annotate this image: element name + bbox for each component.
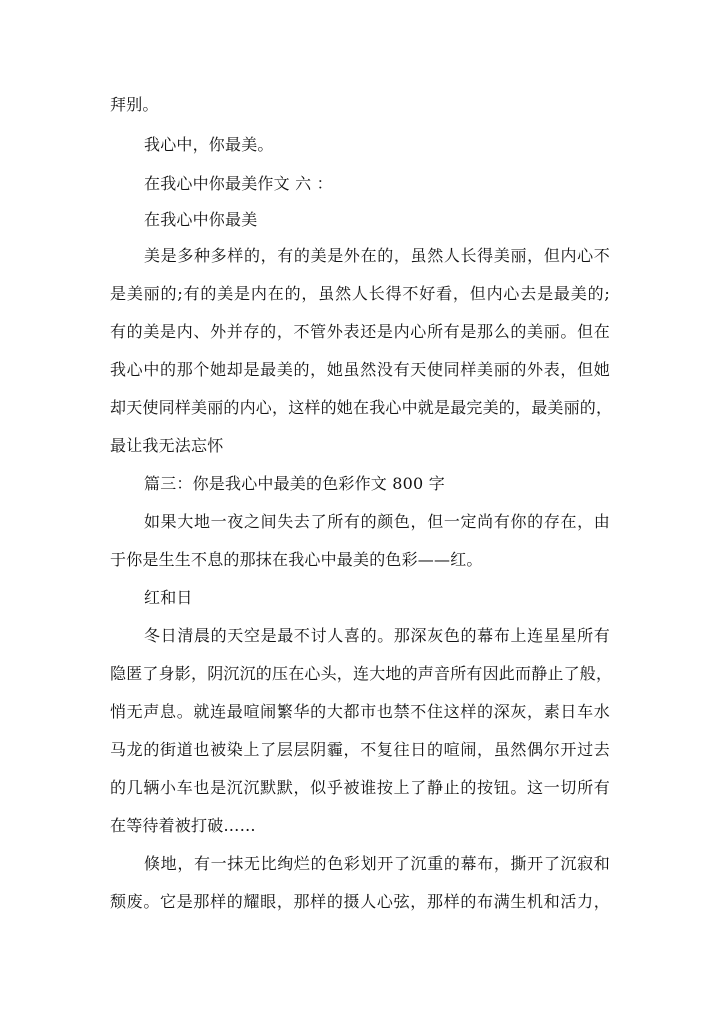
paragraph-line: 倏地，有一抹无比绚烂的色彩划开了沉重的幕布，撕开了沉寂和 bbox=[144, 854, 610, 873]
subheading: 红和日 bbox=[144, 588, 193, 607]
paragraph-line: 有的美是内、外并存的，不管外表还是内心所有是那么的美丽。但在 bbox=[110, 322, 610, 341]
paragraph-line: 如果大地一夜之间失去了所有的颜色，但一定尚有你的存在，由 bbox=[144, 512, 610, 531]
article-title: 在我心中你最美 bbox=[144, 210, 258, 229]
paragraph-line: 我心中的那个她却是最美的，她虽然没有天使同样美丽的外表，但她 bbox=[110, 360, 610, 379]
paragraph-line: 的几辆小车也是沉沉默默，似乎被谁按上了静止的按钮。这一切所有 bbox=[110, 778, 610, 797]
paragraph-line: 冬日清晨的天空是最不讨人喜的。那深灰色的幕布上连星星所有 bbox=[144, 626, 610, 645]
paragraph-line: 却天使同样美丽的内心，这样的她在我心中就是最完美的，最美丽的， bbox=[110, 398, 613, 417]
text-line: 我心中，你最美。 bbox=[144, 135, 274, 154]
paragraph-line: 美是多种多样的，有的美是外在的，虽然人长得美丽，但内心不 bbox=[144, 246, 610, 265]
paragraph-line: 马龙的街道也被染上了层层阴霾，不复往日的喧闹，虽然偶尔开过去 bbox=[110, 740, 610, 759]
paragraph-line: 是美丽的;有的美是内在的，虽然人长得不好看，但内心去是最美的; bbox=[110, 284, 610, 303]
paragraph-line: 于你是生生不息的那抹在我心中最美的色彩——红。 bbox=[110, 550, 483, 569]
section-heading: 篇三：你是我心中最美的色彩作文 800 字 bbox=[144, 474, 445, 493]
text-line: 拜别。 bbox=[110, 95, 159, 114]
section-heading: 在我心中你最美作文 六 ： bbox=[144, 174, 333, 193]
paragraph-line: 最让我无法忘怀 bbox=[110, 436, 224, 455]
paragraph-line: 悄无声息。就连最喧闹繁华的大都市也禁不住这样的深灰，素日车水 bbox=[110, 702, 610, 721]
paragraph-line: 在等待着被打破…… bbox=[110, 816, 256, 835]
paragraph-line: 隐匿了身影，阴沉沉的压在心头，连大地的声音所有因此而静止了般， bbox=[110, 664, 613, 683]
paragraph-line: 颓废。它是那样的耀眼，那样的摄人心弦，那样的布满生机和活力， bbox=[110, 892, 610, 911]
